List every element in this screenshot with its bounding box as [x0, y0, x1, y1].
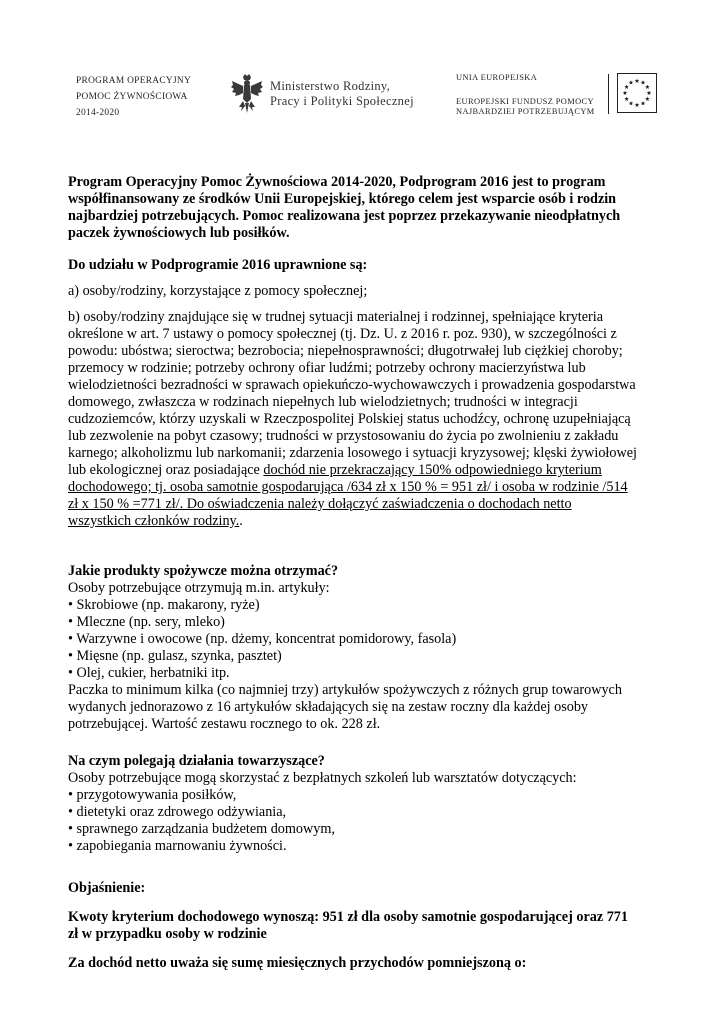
products-list [68, 580, 656, 733]
activities-list [68, 770, 656, 855]
eligibility-item-a: a) osoby/rodziny, korzystające z pomocy społecznej; [68, 283, 368, 299]
products-heading: Jakie produkty spożywcze można otrzymać? [68, 563, 339, 579]
eligibility-b-text: . [239, 513, 243, 529]
amounts-line: Kwoty kryterium dochodowego wynoszą: 951 zł dla osoby samotnie gospodarującej oraz 771 [68, 909, 628, 925]
income-criterion-amounts [68, 909, 656, 943]
ministry-name-line: Ministerstwo Rodziny, [270, 79, 391, 93]
eu-fund-line: NAJBARDZIEJ POTRZEBUJĄCYM [456, 107, 595, 116]
document-header [0, 0, 725, 130]
income-criterion-text: dochód nie przekraczający 150% odpowiedniego kryterium [263, 462, 602, 478]
program-title [76, 73, 191, 121]
program-title-line: POMOC ŻYWNOŚCIOWA [76, 92, 188, 102]
eligibility-b-line: b) osoby/rodziny znajdujące się w trudnej sytuacji materialnej i rodzinnej, spełniające kryteria [68, 309, 603, 325]
intro-line: najbardziej potrzebujących. Pomoc realizowana jest poprzez przekazywanie nieodpłatnych [68, 208, 621, 224]
products-note-line: Paczka to minimum kilka (co najmniej trzy) artykułów spożywczych z różnych grup towarowych [68, 682, 622, 698]
eligibility-b-line: powodu: ubóstwa; sieroctwa; bezrobocia; niepełnosprawności; długotrwałej lub ciężkiej choroby; [68, 343, 623, 359]
net-income-definition: Za dochód netto uważa się sumę miesięcznych przychodów pomniejszoną o: [68, 955, 527, 971]
product-item: • Mleczne (np. sery, mleko) [68, 614, 225, 630]
program-title-line: PROGRAM OPERACYJNY [76, 76, 192, 86]
eligibility-b-line: domowego, zwłaszcza w rodzinach niepełnych lub wielodzietnych; trudności w integracji [68, 394, 578, 410]
eligibility-b-text: lub ekologicznej oraz posiadające [68, 462, 264, 478]
eligibility-b-line: lub zezwolenie na pobyt czasowy; trudności w przystosowaniu do życia po zwolnieniu z zakładu [68, 428, 619, 444]
document-body [68, 174, 656, 972]
activities-lead: Osoby potrzebujące mogą skorzystać z bezpłatnych szkoleń lub warsztatów dotyczących: [68, 770, 577, 786]
product-item: • Warzywne i owocowe (np. dżemy, koncentrat pomidorowy, fasola) [68, 631, 457, 647]
activities-heading: Na czym polegają działania towarzyszące? [68, 753, 325, 769]
eligibility-b-line: wielodzietności bezradności w sprawach opiekuńczo-wychowawczych i prowadzenia gospodarstwa [68, 377, 636, 393]
eu-label: UNIA EUROPEJSKA [456, 73, 538, 82]
activity-item: • sprawnego zarządzania budżetem domowym, [68, 821, 335, 837]
eligibility-b-line: określone w art. 7 ustawy o pomocy społecznej (tj. Dz. U. z 2016 r. poz. 930), w szczególności z [68, 326, 617, 342]
intro-line: paczek żywnościowych lub posiłków. [68, 225, 290, 241]
eligibility-b-line: karnego; alkoholizmu lub narkomanii; zdarzenia losowego i sytuacji kryzysowej; klęski żywiołowej [68, 445, 637, 461]
explanation-heading: Objaśnienie: [68, 880, 146, 896]
eu-fund-line: EUROPEJSKI FUNDUSZ POMOCY [456, 97, 594, 106]
eu-divider [608, 74, 609, 114]
income-criterion-text: wszystkich członków rodziny. [68, 513, 240, 529]
ministry-name [270, 79, 414, 109]
intro-paragraph [68, 174, 656, 242]
ministry-name-line: Pracy i Polityki Społecznej [270, 94, 414, 108]
eligibility-b-line: cudzoziemców, którzy uzyskali w Rzeczpospolitej Polskiej status uchodźcy, ochronę uzupełniającą [68, 411, 631, 427]
eu-flag-icon [617, 73, 657, 113]
products-note-line: potrzebującej. Wartość zestawu rocznego to ok. 228 zł. [68, 716, 381, 732]
polish-eagle-icon [230, 73, 264, 115]
product-item: • Olej, cukier, herbatniki itp. [68, 665, 230, 681]
activity-item: • zapobiegania marnowaniu żywności. [68, 838, 287, 854]
product-item: • Skrobiowe (np. makarony, ryże) [68, 597, 260, 613]
activity-item: • dietetyki oraz zdrowego odżywiania, [68, 804, 287, 820]
eligibility-b-line [68, 462, 656, 479]
program-title-line: 2014-2020 [76, 108, 120, 118]
intro-line: Program Operacyjny Pomoc Żywnościowa 2014-2020, Podprogram 2016 jest to program [68, 174, 606, 190]
products-lead: Osoby potrzebujące otrzymują m.in. artykuły: [68, 580, 330, 596]
activity-item: • przygotowywania posiłków, [68, 787, 237, 803]
income-criterion-line: dochodowego; tj. osoba samotnie gospodarująca /634 zł x 150 % = 951 zł/ i osoba w rodzinie /514 [68, 479, 628, 495]
eligibility-item-b [68, 309, 656, 530]
intro-line: współfinansowany ze środków Unii Europejskiej, którego celem jest wsparcie osób i rodzin [68, 191, 617, 207]
income-criterion-line: zł x 150 % =771 zł/. Do oświadczenia należy dołączyć zaświadczenia o dochodach netto [68, 496, 572, 512]
products-note-line: wydanych jednorazowo z 16 artykułów składających się na zestaw roczny dla każdej osoby [68, 699, 589, 715]
amounts-line: zł w przypadku osoby w rodzinie [68, 926, 267, 942]
eligibility-b-line: przemocy w rodzinie; potrzeby ochrony ofiar ludźmi; potrzeby ochrony macierzyństwa lub [68, 360, 586, 376]
eligibility-b-line [68, 513, 656, 530]
product-item: • Mięsne (np. gulasz, szynka, pasztet) [68, 648, 282, 664]
eligibility-heading: Do udziału w Podprogramie 2016 uprawnione są: [68, 257, 368, 273]
